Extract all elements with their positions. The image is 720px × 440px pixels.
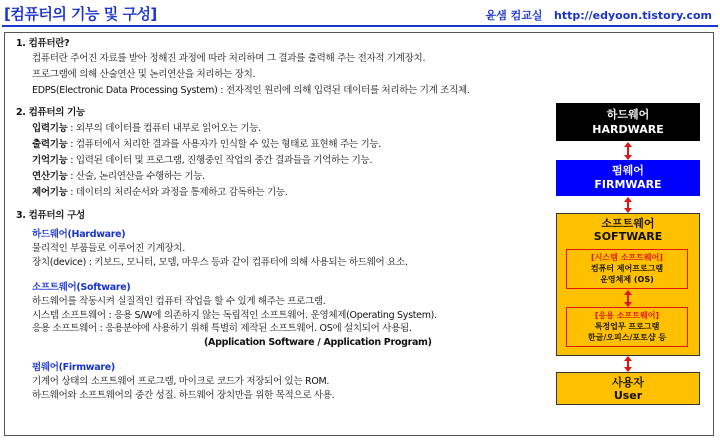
function-item bbox=[32, 170, 205, 183]
system-software-box bbox=[566, 249, 688, 289]
application-software-line: 한글/오피스/포토샵 등 bbox=[587, 333, 667, 342]
function-term: 기억기능 bbox=[32, 155, 68, 166]
page-title: [컴퓨터의 기능 및 구성] bbox=[4, 5, 157, 23]
software-en: SOFTWARE bbox=[593, 230, 663, 243]
hardware-line: 물리적인 부품들로 이루어진 기계장치. bbox=[32, 243, 185, 254]
function-item bbox=[32, 122, 261, 135]
application-software-box bbox=[566, 307, 688, 347]
user-en: User bbox=[613, 389, 643, 402]
function-item bbox=[32, 154, 372, 167]
firmware-ko: 펌웨어 bbox=[612, 164, 644, 177]
function-desc: : 외부의 데이터를 컴퓨터 내부로 읽어오는 기능. bbox=[67, 123, 261, 134]
firmware-line: 기계어 상태의 소프트웨어 프로그램, 마이크로 코드가 저장되어 있는 ROM. bbox=[32, 376, 330, 387]
application-software-title: [응용 소프트웨어] bbox=[594, 311, 660, 320]
firmware-en: FIRMWARE bbox=[594, 178, 662, 191]
system-software-line: 운영체제 (OS) bbox=[600, 275, 654, 284]
software-ko: 소프트웨어 bbox=[601, 217, 655, 230]
function-desc: : 데이터의 처리순서와 과정을 통제하고 감독하는 기능. bbox=[67, 187, 288, 198]
function-desc: : 컴퓨터에서 처리한 결과를 사용자가 인식할 수 있는 형태로 표현해 주는 기능. bbox=[67, 139, 381, 150]
hardware-ko: 하드웨어 bbox=[606, 108, 650, 121]
software-note: (Application Software / Application Program) bbox=[204, 337, 432, 348]
hardware-line: 장치(device) : 키보드, 모니터, 모뎀, 마우스 등과 같이 컴퓨터에 의해 사용되는 하드웨어 요소. bbox=[32, 257, 408, 268]
system-software-line: 컴퓨터 제어프로그램 bbox=[590, 264, 664, 273]
arrow-icon bbox=[627, 291, 629, 306]
header-author bbox=[486, 7, 712, 23]
hardware-en: HARDWARE bbox=[592, 123, 664, 136]
function-term: 출력기능 bbox=[32, 139, 68, 150]
function-term: 연산기능 bbox=[32, 171, 68, 182]
hardware-title: 하드웨어(Hardware) bbox=[32, 229, 126, 240]
user-box bbox=[556, 372, 700, 405]
author-name: 윤샘 컴교실 bbox=[485, 9, 543, 22]
section1-line: 프로그램에 의해 산술연산 및 논리연산을 처리하는 장치. bbox=[32, 69, 256, 80]
system-software-title: [시스템 소프트웨어] bbox=[591, 253, 663, 262]
section1-line: 컴퓨터란 주어진 자료를 받아 정해진 과정에 따라 처리하며 그 결과를 출력해 주는 전자적 기계장치. bbox=[32, 53, 426, 64]
firmware-title: 펌웨어(Firmware) bbox=[32, 362, 115, 373]
hardware-box bbox=[556, 103, 700, 141]
arrow-icon bbox=[627, 143, 629, 159]
application-software-line: 특정업무 프로그램 bbox=[594, 322, 660, 331]
function-term: 입력기능 bbox=[32, 123, 68, 134]
section2-heading: 2. 컴퓨터의 기능 bbox=[16, 107, 85, 118]
function-item bbox=[32, 186, 287, 199]
software-line: 응용 소프트웨어 : 응용분야에 사용하기 위해 특별히 제작된 소프트웨어. OS에 설치되어 사용됨. bbox=[32, 323, 412, 334]
user-ko: 사용자 bbox=[612, 376, 644, 389]
firmware-box bbox=[556, 160, 700, 196]
function-desc: : 입력된 데이터 및 프로그램, 진행중인 작업의 중간 결과들을 기억하는 기능. bbox=[67, 155, 373, 166]
arrow-icon bbox=[627, 198, 629, 212]
firmware-line: 하드웨어와 소프트웨어의 중간 성질. 하드웨어 장치만을 위한 목적으로 사용. bbox=[32, 390, 335, 401]
author-url[interactable]: http://edyoon.tistory.com bbox=[554, 9, 712, 22]
arrow-icon bbox=[627, 357, 629, 371]
software-title: 소프트웨어(Software) bbox=[32, 282, 131, 293]
header-divider bbox=[2, 25, 718, 27]
section1-heading: 1. 컴퓨터란? bbox=[16, 38, 70, 49]
page-header bbox=[0, 0, 720, 26]
software-line: 시스템 소프트웨어 : 응용 S/W에 의존하지 않는 독립적인 소프트웨어. 운영체제(Operating System). bbox=[32, 310, 437, 321]
section1-line: EDPS(Electronic Data Processing System) : 전자적인 원리에 의해 입력된 데이터를 처리하는 기계 조직체. bbox=[32, 85, 470, 96]
software-line: 하드웨어를 작동시켜 실질적인 컴퓨터 작업을 할 수 있게 해주는 프로그램. bbox=[32, 296, 326, 307]
function-desc: : 산술, 논리연산을 수행하는 기능. bbox=[67, 171, 205, 182]
section3-heading: 3. 컴퓨터의 구성 bbox=[16, 210, 85, 221]
function-term: 제어기능 bbox=[32, 187, 68, 198]
function-item bbox=[32, 138, 381, 151]
